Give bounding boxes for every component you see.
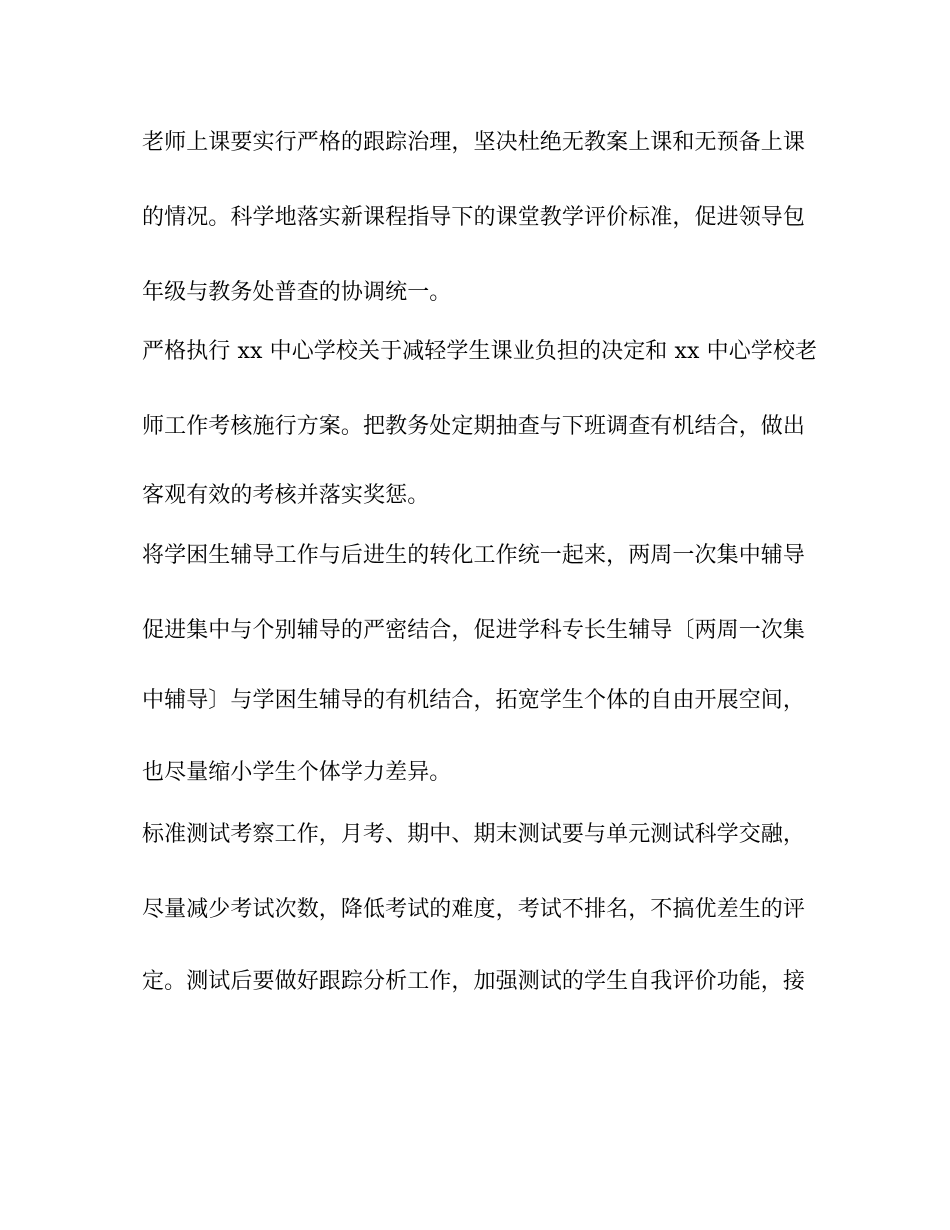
- text-line: 定。测试后要做好跟踪分析工作，加强测试的学生自我评价功能，接: [142, 969, 806, 994]
- text-line: 的情况。科学地落实新课程指导下的课堂教学评价标准，促进领导包: [142, 205, 806, 230]
- text-line: 严格执行 xx 中心学校关于减轻学生课业负担的决定和 xx 中心学校老: [142, 339, 818, 364]
- text-line: 老师上课要实行严格的跟踪治理，坚决杜绝无教案上课和无预备上课: [142, 130, 806, 155]
- text-line: 将学困生辅导工作与后进生的转化工作统一起来，两周一次集中辅导: [142, 543, 806, 568]
- text-line: 促进集中与个别辅导的严密结合，促进学科专长生辅导〔两周一次集: [142, 618, 806, 643]
- text-line: 师工作考核施行方案。把教务处定期抽查与下班调查有机结合，做出: [142, 414, 806, 439]
- text-line: 客观有效的考核并落实奖惩。: [142, 483, 430, 508]
- text-line: 标准测试考察工作，月考、期中、期末测试要与单元测试科学交融，: [142, 822, 806, 847]
- text-line: 尽量减少考试次数，降低考试的难度，考试不排名，不搞优差生的评: [142, 897, 806, 922]
- text-line: 年级与教务处普查的协调统一。: [142, 280, 452, 305]
- text-line: 中辅导〕与学困生辅导的有机结合，拓宽学生个体的自由开展空间，: [142, 688, 806, 713]
- text-line: 也尽量缩小学生个体学力差异。: [142, 760, 452, 785]
